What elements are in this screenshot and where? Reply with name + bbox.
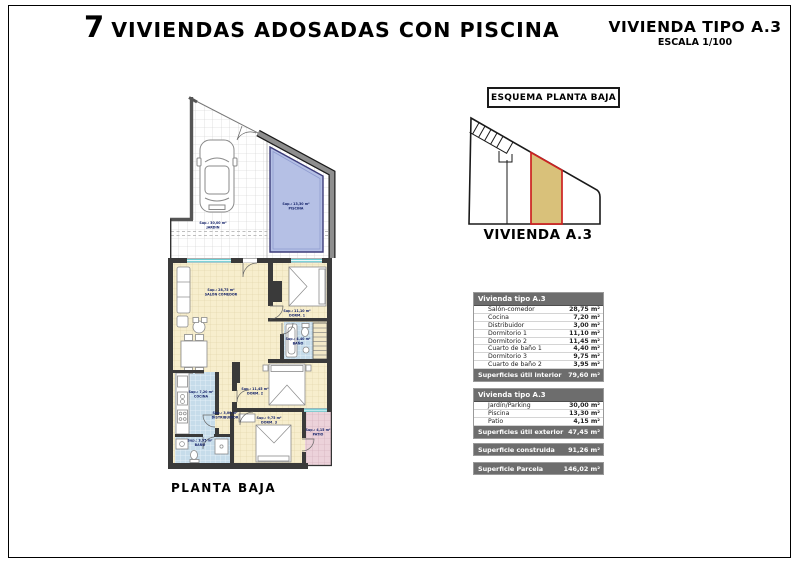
label-distribuidor-sup: Sup.: 3,00 m² xyxy=(212,411,238,415)
label-patio-sup: Sup.: 4,15 m² xyxy=(305,428,331,432)
label-salon-name: SALÓN COMEDOR xyxy=(204,292,238,297)
bar-superficie-parcela: Superficie Parcela 146,02 m² xyxy=(473,462,604,475)
label-dorm2-sup: Sup.: 11,45 m² xyxy=(241,387,269,391)
bed-dorm2 xyxy=(263,364,311,405)
label-salon-sup: Sup.: 28,75 m² xyxy=(207,288,235,292)
label-dorm1-name: DORM. 1 xyxy=(288,313,306,318)
schema-unit-label: VIVIENDA A.3 xyxy=(483,227,593,243)
table-row: Dormitorio 1 11,10 m² xyxy=(474,330,603,338)
table-row: Jardín/Parking 30,00 m² xyxy=(474,402,603,410)
label-cocina-sup: Sup.: 7,20 m² xyxy=(188,390,214,394)
window-salon xyxy=(187,258,231,262)
table-superficies-exterior xyxy=(473,388,604,439)
table-row: Salón-comedor 28,75 m² xyxy=(474,306,603,314)
door-gap-salon xyxy=(243,258,257,262)
table-row: Distribuidor 3,00 m² xyxy=(474,322,603,330)
site-schema-diagram xyxy=(463,110,613,228)
table-interior-header: Vivienda tipo A.3 xyxy=(474,293,603,306)
main-title-number: 7 xyxy=(84,10,105,44)
vivienda-tipo-title: VIVIENDA TIPO A.3 xyxy=(608,18,782,36)
table-row: Dormitorio 3 9,75 m² xyxy=(474,353,603,361)
esquema-planta-baja-box: ESQUEMA PLANTA BAJA xyxy=(487,87,620,108)
table-row: Patio 4,15 m² xyxy=(474,418,603,426)
bed-dorm1 xyxy=(289,267,326,306)
table-exterior-header: Vivienda tipo A.3 xyxy=(474,389,603,402)
label-bano1-name: BAÑO xyxy=(292,341,304,346)
sofa xyxy=(177,267,190,327)
label-dorm3-name: DORM. 3 xyxy=(260,420,278,425)
table-exterior-footer: Superficies útil exterior 47,45 m² xyxy=(474,426,603,438)
sheet-subtitle xyxy=(605,18,785,48)
window-dorm1 xyxy=(291,258,322,262)
main-title-text: VIVIENDAS ADOSADAS CON PISCINA xyxy=(111,18,560,42)
table-row: Cuarto de baño 1 4,40 m² xyxy=(474,345,603,353)
floor-plan xyxy=(166,92,338,498)
label-bano2-sup: Sup.: 3,95 m² xyxy=(187,438,213,443)
plan-caption: PLANTA BAJA xyxy=(171,481,277,495)
bar-superficie-construida: Superficie construida 91,26 m² xyxy=(473,443,604,456)
label-dorm2-name: DORM. 2 xyxy=(246,391,264,396)
label-bano1-sup: Sup.: 4,40 m² xyxy=(285,337,311,341)
label-dorm3-sup: Sup.: 9,75 m² xyxy=(256,416,282,420)
label-jardin-name: JARDIN xyxy=(206,225,220,230)
label-jardin-sup: Sup.: 30,00 m² xyxy=(199,221,227,225)
window-dorm2-patio xyxy=(304,408,327,412)
label-piscina-sup: Sup.: 13,30 m² xyxy=(282,202,310,206)
label-patio-name: PATIO xyxy=(312,432,324,437)
table-superficies-interior xyxy=(473,292,604,382)
table-row: Cuarto de baño 2 3,95 m² xyxy=(474,361,603,369)
page-border-frame xyxy=(8,5,791,558)
kitchen-counter xyxy=(176,373,189,434)
label-dorm1-sup: Sup.: 11,10 m² xyxy=(283,309,311,313)
main-title xyxy=(84,10,560,44)
label-cocina-name: COCINA xyxy=(193,394,209,399)
escala-label: ESCALA 1/100 xyxy=(657,37,733,48)
stairs xyxy=(313,323,327,359)
label-piscina-name: PISCINA xyxy=(288,206,304,211)
table-row: Cocina 7,20 m² xyxy=(474,314,603,322)
table-row: Dormitorio 2 11,45 m² xyxy=(474,338,603,346)
label-distribuidor-name: DISTRIBUIDOR xyxy=(211,415,239,420)
highlighted-unit-a3 xyxy=(531,153,562,225)
table-row: Piscina 13,30 m² xyxy=(474,410,603,418)
label-bano2-name: BAÑO xyxy=(194,443,206,448)
table-interior-footer: Superficies útil interior 79,60 m² xyxy=(474,369,603,381)
car xyxy=(197,140,237,212)
